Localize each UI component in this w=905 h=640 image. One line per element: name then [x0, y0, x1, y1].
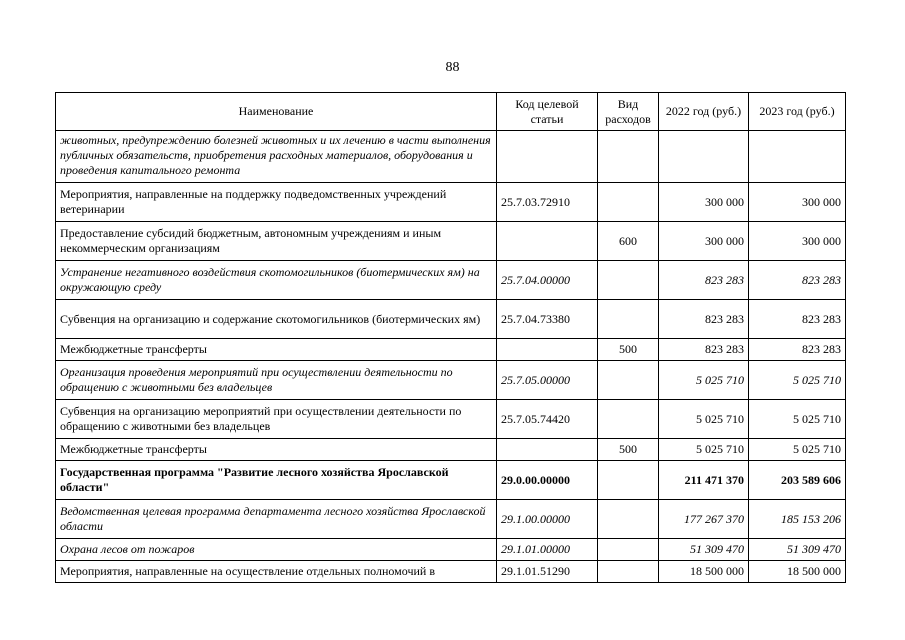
table-row [56, 222, 846, 261]
row-2022-cell: 823 283 [659, 339, 749, 361]
table-row [56, 361, 846, 400]
row-code-cell: 29.0.00.00000 [497, 461, 598, 500]
row-kind-cell [598, 300, 659, 339]
row-name-cell: Охрана лесов от пожаров [56, 539, 497, 561]
table-row [56, 131, 846, 183]
row-kind-cell [598, 539, 659, 561]
table-row [56, 339, 846, 361]
row-code-cell: 29.1.01.51290 [497, 561, 598, 583]
row-2022-cell: 5 025 710 [659, 361, 749, 400]
header-year-2023: 2023 год (руб.) [749, 93, 846, 131]
row-kind-cell [598, 561, 659, 583]
row-code-cell [497, 131, 598, 183]
row-2023-cell: 51 309 470 [749, 539, 846, 561]
row-2023-cell: 823 283 [749, 339, 846, 361]
table-row [56, 183, 846, 222]
header-name: Наименование [56, 93, 497, 131]
table-row [56, 561, 846, 583]
row-2023-cell [749, 131, 846, 183]
row-2023-cell: 18 500 000 [749, 561, 846, 583]
row-2022-cell: 823 283 [659, 300, 749, 339]
row-code-cell: 29.1.01.00000 [497, 539, 598, 561]
row-name-cell: Организация проведения мероприятий при осуществлении деятельности по обращению с животными без владельцев [56, 361, 497, 400]
row-name-cell: Государственная программа "Развитие лесного хозяйства Ярославской области" [56, 461, 497, 500]
row-name-cell: Межбюджетные трансферты [56, 439, 497, 461]
row-2022-cell: 300 000 [659, 183, 749, 222]
row-kind-cell [598, 261, 659, 300]
table-row [56, 500, 846, 539]
row-name-cell: Субвенция на организацию и содержание скотомогильников (биотермических ям) [56, 300, 497, 339]
row-2022-cell: 211 471 370 [659, 461, 749, 500]
row-2023-cell: 185 153 206 [749, 500, 846, 539]
row-kind-cell [598, 461, 659, 500]
row-code-cell [497, 439, 598, 461]
row-code-cell [497, 222, 598, 261]
row-2023-cell: 300 000 [749, 222, 846, 261]
row-2023-cell: 823 283 [749, 261, 846, 300]
table-body [56, 131, 846, 583]
budget-table [55, 92, 846, 583]
table-header-row [56, 93, 846, 131]
row-name-cell: Мероприятия, направленные на осуществление отдельных полномочий в [56, 561, 497, 583]
header-code: Код целевой статьи [497, 93, 598, 131]
table-row [56, 439, 846, 461]
row-name-cell: Межбюджетные трансферты [56, 339, 497, 361]
row-2023-cell: 5 025 710 [749, 361, 846, 400]
row-2023-cell: 300 000 [749, 183, 846, 222]
row-name-cell: Мероприятия, направленные на поддержку подведомственных учреждений ветеринарии [56, 183, 497, 222]
row-name-cell: Предоставление субсидий бюджетным, автономным учреждениям и иным некоммерческим организациям [56, 222, 497, 261]
row-2022-cell: 823 283 [659, 261, 749, 300]
row-2023-cell: 5 025 710 [749, 439, 846, 461]
header-year-2022: 2022 год (руб.) [659, 93, 749, 131]
row-2022-cell: 51 309 470 [659, 539, 749, 561]
row-code-cell: 25.7.05.00000 [497, 361, 598, 400]
row-kind-cell [598, 400, 659, 439]
row-code-cell: 25.7.05.74420 [497, 400, 598, 439]
row-code-cell [497, 339, 598, 361]
row-kind-cell [598, 361, 659, 400]
row-2022-cell [659, 131, 749, 183]
row-2023-cell: 823 283 [749, 300, 846, 339]
table-row [56, 261, 846, 300]
table-row [56, 461, 846, 500]
row-code-cell: 25.7.04.00000 [497, 261, 598, 300]
row-kind-cell [598, 183, 659, 222]
row-kind-cell [598, 500, 659, 539]
row-name-cell: Устранение негативного воздействия скотомогильников (биотермических ям) на окружающую среду [56, 261, 497, 300]
row-code-cell: 25.7.03.72910 [497, 183, 598, 222]
table-row [56, 300, 846, 339]
row-name-cell: Субвенция на организацию мероприятий при осуществлении деятельности по обращению с животными без владельцев [56, 400, 497, 439]
row-name-cell: животных, предупреждению болезней животных и их лечению в части выполнения публичных обязательств, приобретения расходных материалов, оборудования и проведения капитального ремонта [56, 131, 497, 183]
row-2022-cell: 177 267 370 [659, 500, 749, 539]
row-2023-cell: 203 589 606 [749, 461, 846, 500]
row-2023-cell: 5 025 710 [749, 400, 846, 439]
header-kind: Вид расходов [598, 93, 659, 131]
row-name-cell: Ведомственная целевая программа департамента лесного хозяйства Ярославской области [56, 500, 497, 539]
row-2022-cell: 5 025 710 [659, 439, 749, 461]
row-kind-cell [598, 131, 659, 183]
row-kind-cell: 500 [598, 439, 659, 461]
row-kind-cell: 600 [598, 222, 659, 261]
table-row [56, 400, 846, 439]
row-code-cell: 29.1.00.00000 [497, 500, 598, 539]
row-2022-cell: 300 000 [659, 222, 749, 261]
page-number: 88 [445, 60, 460, 75]
table-row [56, 539, 846, 561]
row-kind-cell: 500 [598, 339, 659, 361]
row-code-cell: 25.7.04.73380 [497, 300, 598, 339]
row-2022-cell: 5 025 710 [659, 400, 749, 439]
row-2022-cell: 18 500 000 [659, 561, 749, 583]
